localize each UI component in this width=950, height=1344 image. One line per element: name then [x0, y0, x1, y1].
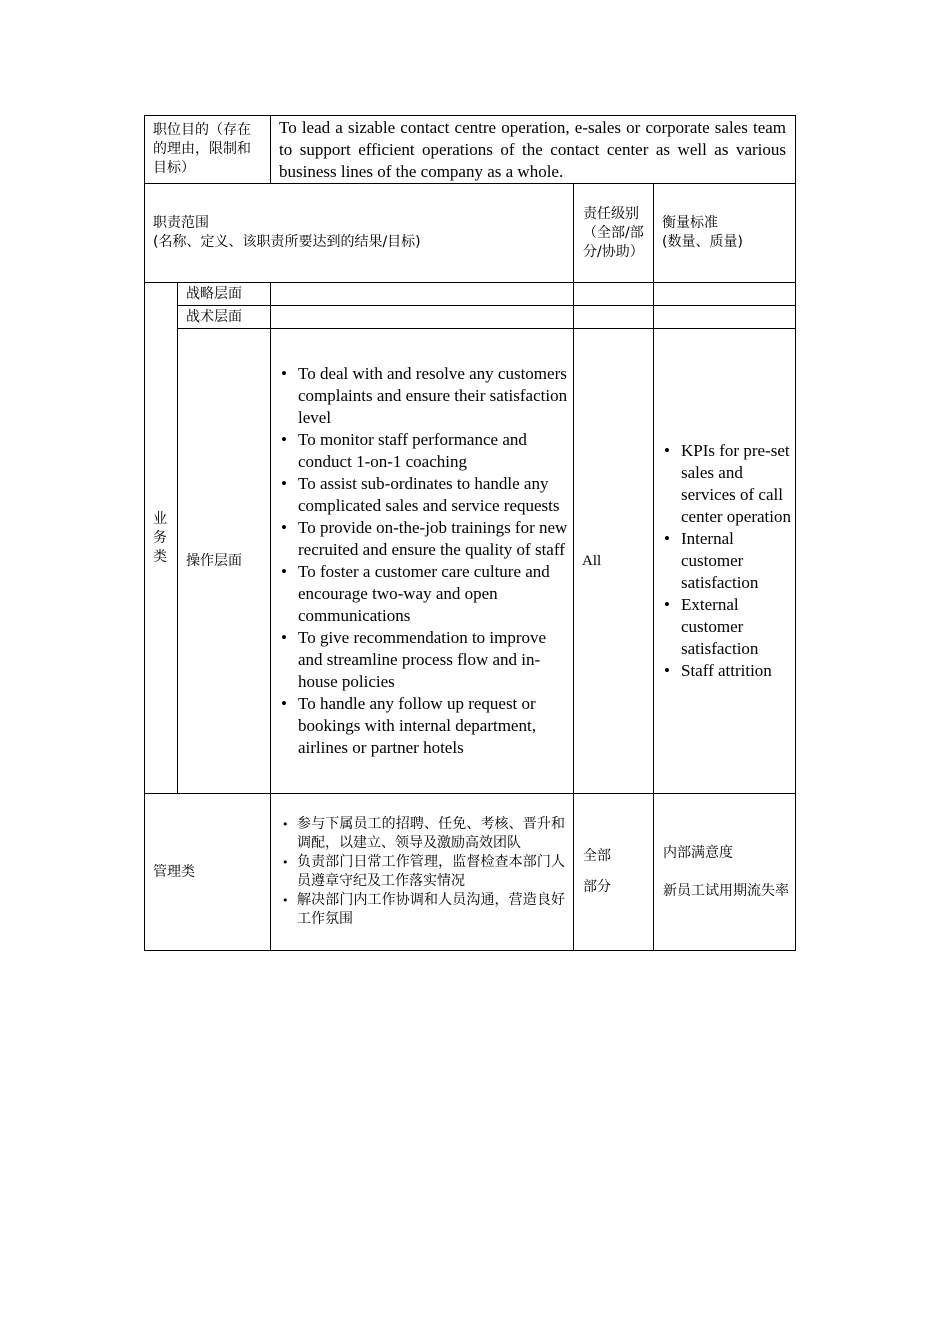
management-category: 管理类: [145, 794, 271, 951]
purpose-label: 职位目的（存在的理由，限制和目标）: [145, 116, 271, 184]
list-item: • To provide on-the-job trainings for new recruited and ensure the quality of staff: [279, 517, 569, 561]
operational-label: 操作层面: [178, 329, 271, 794]
list-item: • 参与下属员工的招聘、任免、考核、晋升和调配，以建立、领导及激励高效团队: [279, 815, 565, 853]
list-item: • To monitor staff performance and conduct 1-on-1 coaching: [279, 429, 569, 473]
list-item: • Internal customer satisfaction: [662, 528, 791, 594]
operational-duties: [271, 329, 574, 794]
purpose-text: To lead a sizable contact centre operation, e-sales or corporate sales team to support efficient operations of the contact center as well as various business lines of the company as a whole.: [271, 116, 796, 184]
operational-measures: [654, 329, 796, 794]
scope-description: (名称、定义、该职责所要达到的结果/目标): [153, 234, 421, 250]
level-header: 责任级别（全部/部分/协助）: [574, 184, 654, 283]
list-item: • To give recommendation to improve and streamline process flow and in-house policies: [279, 627, 569, 693]
strategic-level: [574, 283, 654, 306]
tactical-level: [574, 306, 654, 329]
tactical-duties: [271, 306, 574, 329]
measure-title: 衡量标准: [662, 215, 718, 231]
strategic-label: 战略层面: [178, 283, 271, 306]
measure-description: (数量、质量): [662, 234, 743, 250]
strategic-duties: [271, 283, 574, 306]
management-measures: [654, 794, 796, 951]
management-row: [145, 794, 796, 951]
tactical-measure: [654, 306, 796, 329]
measure-internal-satisfaction: 内部满意度: [663, 844, 733, 861]
scope-title: 职责范围: [153, 215, 209, 231]
management-duties: [271, 794, 574, 951]
level-part: 部分: [583, 879, 611, 895]
header-row: [145, 184, 796, 283]
list-item: • To deal with and resolve any customers complaints and ensure their satisfaction level: [279, 363, 569, 429]
list-item: • 解决部门内工作协调和人员沟通，营造良好工作氛围: [279, 891, 565, 929]
list-item: • To assist sub-ordinates to handle any complicated sales and service requests: [279, 473, 569, 517]
job-description-table: [144, 115, 796, 951]
tactical-label: 战术层面: [178, 306, 271, 329]
measure-list: [662, 440, 791, 682]
list-item: • Staff attrition: [662, 660, 791, 682]
measure-header: [654, 184, 796, 283]
list-item: • External customer satisfaction: [662, 594, 791, 660]
scope-header: [145, 184, 574, 283]
strategic-measure: [654, 283, 796, 306]
operational-level: All: [574, 329, 654, 794]
operational-row: [145, 329, 796, 794]
level-all: 全部: [583, 848, 611, 864]
measure-new-staff-attrition: 新员工试用期流失率: [663, 882, 789, 899]
list-item: • To handle any follow up request or bookings with internal department, airlines or partner hotels: [279, 693, 569, 759]
list-item: • To foster a customer care culture and encourage two-way and open communications: [279, 561, 569, 627]
tactical-row: [145, 306, 796, 329]
management-duty-list: [279, 815, 565, 929]
management-level: [574, 794, 654, 951]
list-item: • KPIs for pre-set sales and services of call center operation: [662, 440, 791, 528]
operational-duty-list: [279, 363, 569, 759]
list-item: • 负责部门日常工作管理，监督检查本部门人员遵章守纪及工作落实情况: [279, 853, 565, 891]
business-category: 业务类: [145, 283, 178, 794]
purpose-row: [145, 116, 796, 184]
strategic-row: [145, 283, 796, 306]
